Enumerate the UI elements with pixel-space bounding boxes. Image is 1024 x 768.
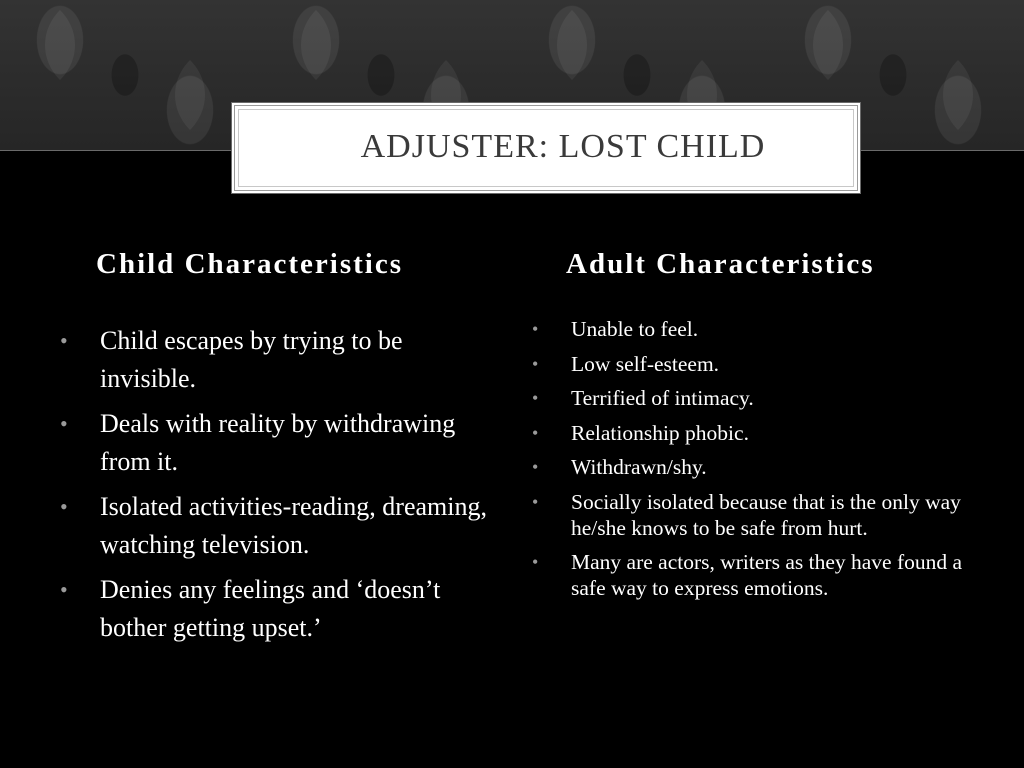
list-item-text: Deals with reality by withdrawing from it.: [100, 409, 456, 476]
list-item: [60, 405, 500, 481]
list-item: [532, 316, 991, 342]
bullet-icon: •: [60, 328, 68, 353]
title-box: [234, 105, 858, 191]
list-item: [532, 420, 991, 446]
list-item-text: Isolated activities-reading, dreaming, watching television.: [100, 492, 487, 559]
child-characteristics-list: [60, 322, 500, 654]
list-item-text: Relationship phobic.: [571, 420, 749, 445]
bullet-icon: •: [532, 388, 539, 408]
list-item: [60, 488, 500, 564]
list-item-text: Child escapes by trying to be invisible.: [100, 326, 403, 393]
list-item-text: Terrified of intimacy.: [571, 386, 754, 410]
adult-characteristics-heading: Adult Characteristics: [566, 248, 875, 280]
bullet-icon: •: [60, 577, 68, 602]
adult-characteristics-list: [532, 316, 991, 610]
bullet-icon: •: [532, 353, 539, 374]
bullet-icon: •: [60, 411, 68, 436]
slide-title: ADJUSTER: LOST CHILD: [360, 128, 766, 165]
bullet-icon: •: [532, 319, 539, 339]
bullet-icon: •: [60, 494, 68, 519]
bullet-icon: •: [532, 552, 539, 572]
list-item-text: Unable to feel.: [571, 317, 699, 341]
list-item: [532, 549, 991, 601]
list-item-text: Many are actors, writers as they have found a safe way to express emotions.: [571, 550, 963, 600]
child-characteristics-heading: Child Characteristics: [96, 248, 403, 280]
list-item: [532, 489, 991, 541]
list-item: [60, 571, 500, 647]
list-item: [532, 351, 991, 377]
bullet-icon: •: [532, 491, 539, 512]
list-item: [532, 454, 991, 480]
list-item-text: Denies any feelings and ‘doesn’t bother getting upset.’: [100, 575, 441, 642]
list-item-text: Socially isolated because that is the only way he/she knows to be safe from hurt.: [571, 489, 961, 540]
list-item: [60, 322, 500, 398]
list-item: [532, 385, 991, 411]
bullet-icon: •: [532, 422, 539, 443]
list-item-text: Low self-esteem.: [571, 351, 720, 376]
list-item-text: Withdrawn/shy.: [571, 455, 707, 479]
bullet-icon: •: [532, 457, 539, 477]
